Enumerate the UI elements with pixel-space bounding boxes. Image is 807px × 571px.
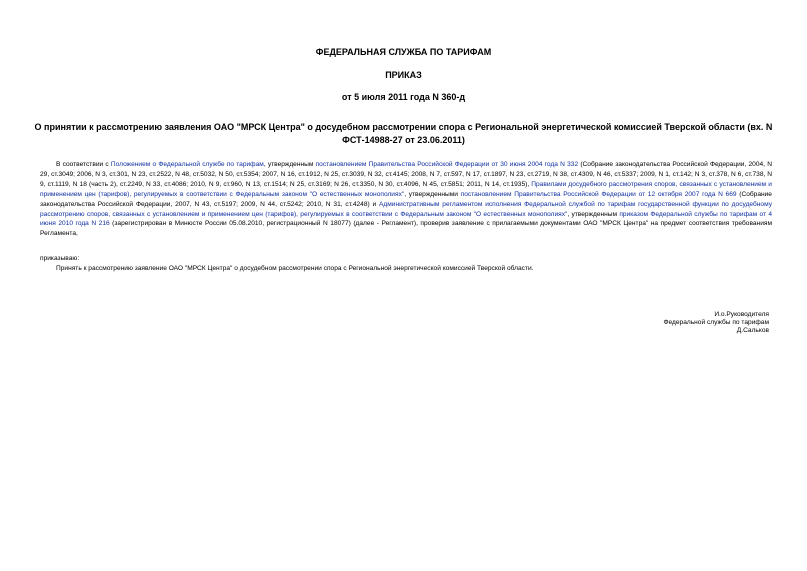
preamble-text-4: , утвержденными [404, 190, 461, 198]
signature-name: Д.Сальков [736, 327, 769, 334]
preamble-text-1: В соответствии с [56, 161, 111, 168]
link-government-decree-332[interactable]: постановлением Правительства Российской Федерации от 30 июня 2004 года N 332 [315, 161, 579, 168]
decision-item: Принять к рассмотрению заявление ОАО "МРСК Центра" о досудебном рассмотрении спора с Региональной энергетической комиссией Тверской области. [56, 265, 534, 272]
document-kind: ПРИКАЗ [385, 70, 422, 80]
document-title: О принятии к рассмотрению заявления ОАО "МРСК Центра" о досудебном рассмотрении спора с Региональной энергетической комиссией Тверской области (вх. N ФСТ-14988-27 от 23.06.2011) [34, 122, 773, 145]
link-government-decree-669[interactable]: постановлением Правительства Российской Федерации от 12 октября 2007 года N 669 [460, 190, 737, 198]
preamble-text-5: (Собрание законодательства Российской Федерации, 2007, N 43, ст.5197; 2009, N 44, ст.5242; 2010, N 31, ст.4248) и [40, 190, 772, 208]
preamble-text-3: (Собрание законодательства Российской Федерации, 2004, N 29, ст.3049; 2006, N 3, ст.301, N 23, ст.2522, N 48, ст.5032, N 50, ст.5354; 2007, N 16, ст.1912, N 25, ст.3039, N 32, ст.4145; 2008, N 7, ст.597, N 17, ст.1897, N 23, ст.2719, N 38, ст.4309, N 46, ст.5337; 2009, N 1, ст.142; N 3, ст.378, N 6, ст.738, N 9, ст.1119, N 18 (часть 2), ст.2249, N 33, ст.4086; 2010, N 9, ст.960, N 13, ст.1514; N 25, ст.3169; N 26, ст.3350, N 30, ст.4096, N 45, ст.5851; 2011, N 14, ст.1935), [40, 161, 772, 188]
link-pretrial-rules[interactable]: Правилами досудебного рассмотрения споров, связанных с установлением и применением цен (тарифов), регулируемых в соответствии с Федеральным законом "О естественных монополиях" [40, 180, 772, 198]
organization-heading: ФЕДЕРАЛЬНАЯ СЛУЖБА ПО ТАРИФАМ [315, 47, 492, 57]
preamble-text-7: (зарегистрирован в Минюсте России 05.08.2010, регистрационный N 18077) (далее - Регламент), проверив заявление с прилагаемыми документами ОАО "МРСК Центра" на предмет соответствия требованиям Регламента, [40, 220, 772, 238]
decree-word: приказываю: [40, 255, 80, 262]
signature-organization: Федеральной службы по тарифам [663, 319, 769, 326]
preamble-paragraph [40, 160, 772, 239]
document-date: от 5 июля 2011 года N 360-д [341, 92, 466, 102]
link-fst-order-216[interactable]: приказом Федеральной службы по тарифам от 4 июня 2010 года N 216 [40, 210, 772, 228]
preamble-text-6: , утвержденным [567, 210, 620, 218]
preamble-text-2: , утвержденным [263, 161, 316, 168]
signature-position: И.о.Руководителя [714, 311, 769, 318]
link-regulation-fst[interactable]: Положением о Федеральной службе по тарифам [110, 161, 264, 168]
link-administrative-regulation[interactable]: Административным регламентом исполнения Федеральной службой по тарифам государственной функции по досудебному рассмотрению споров, связанных с установлением и применением цен (тарифов), регулируемых в соответствии с Федеральным законом "О естественных монополиях" [40, 200, 772, 218]
